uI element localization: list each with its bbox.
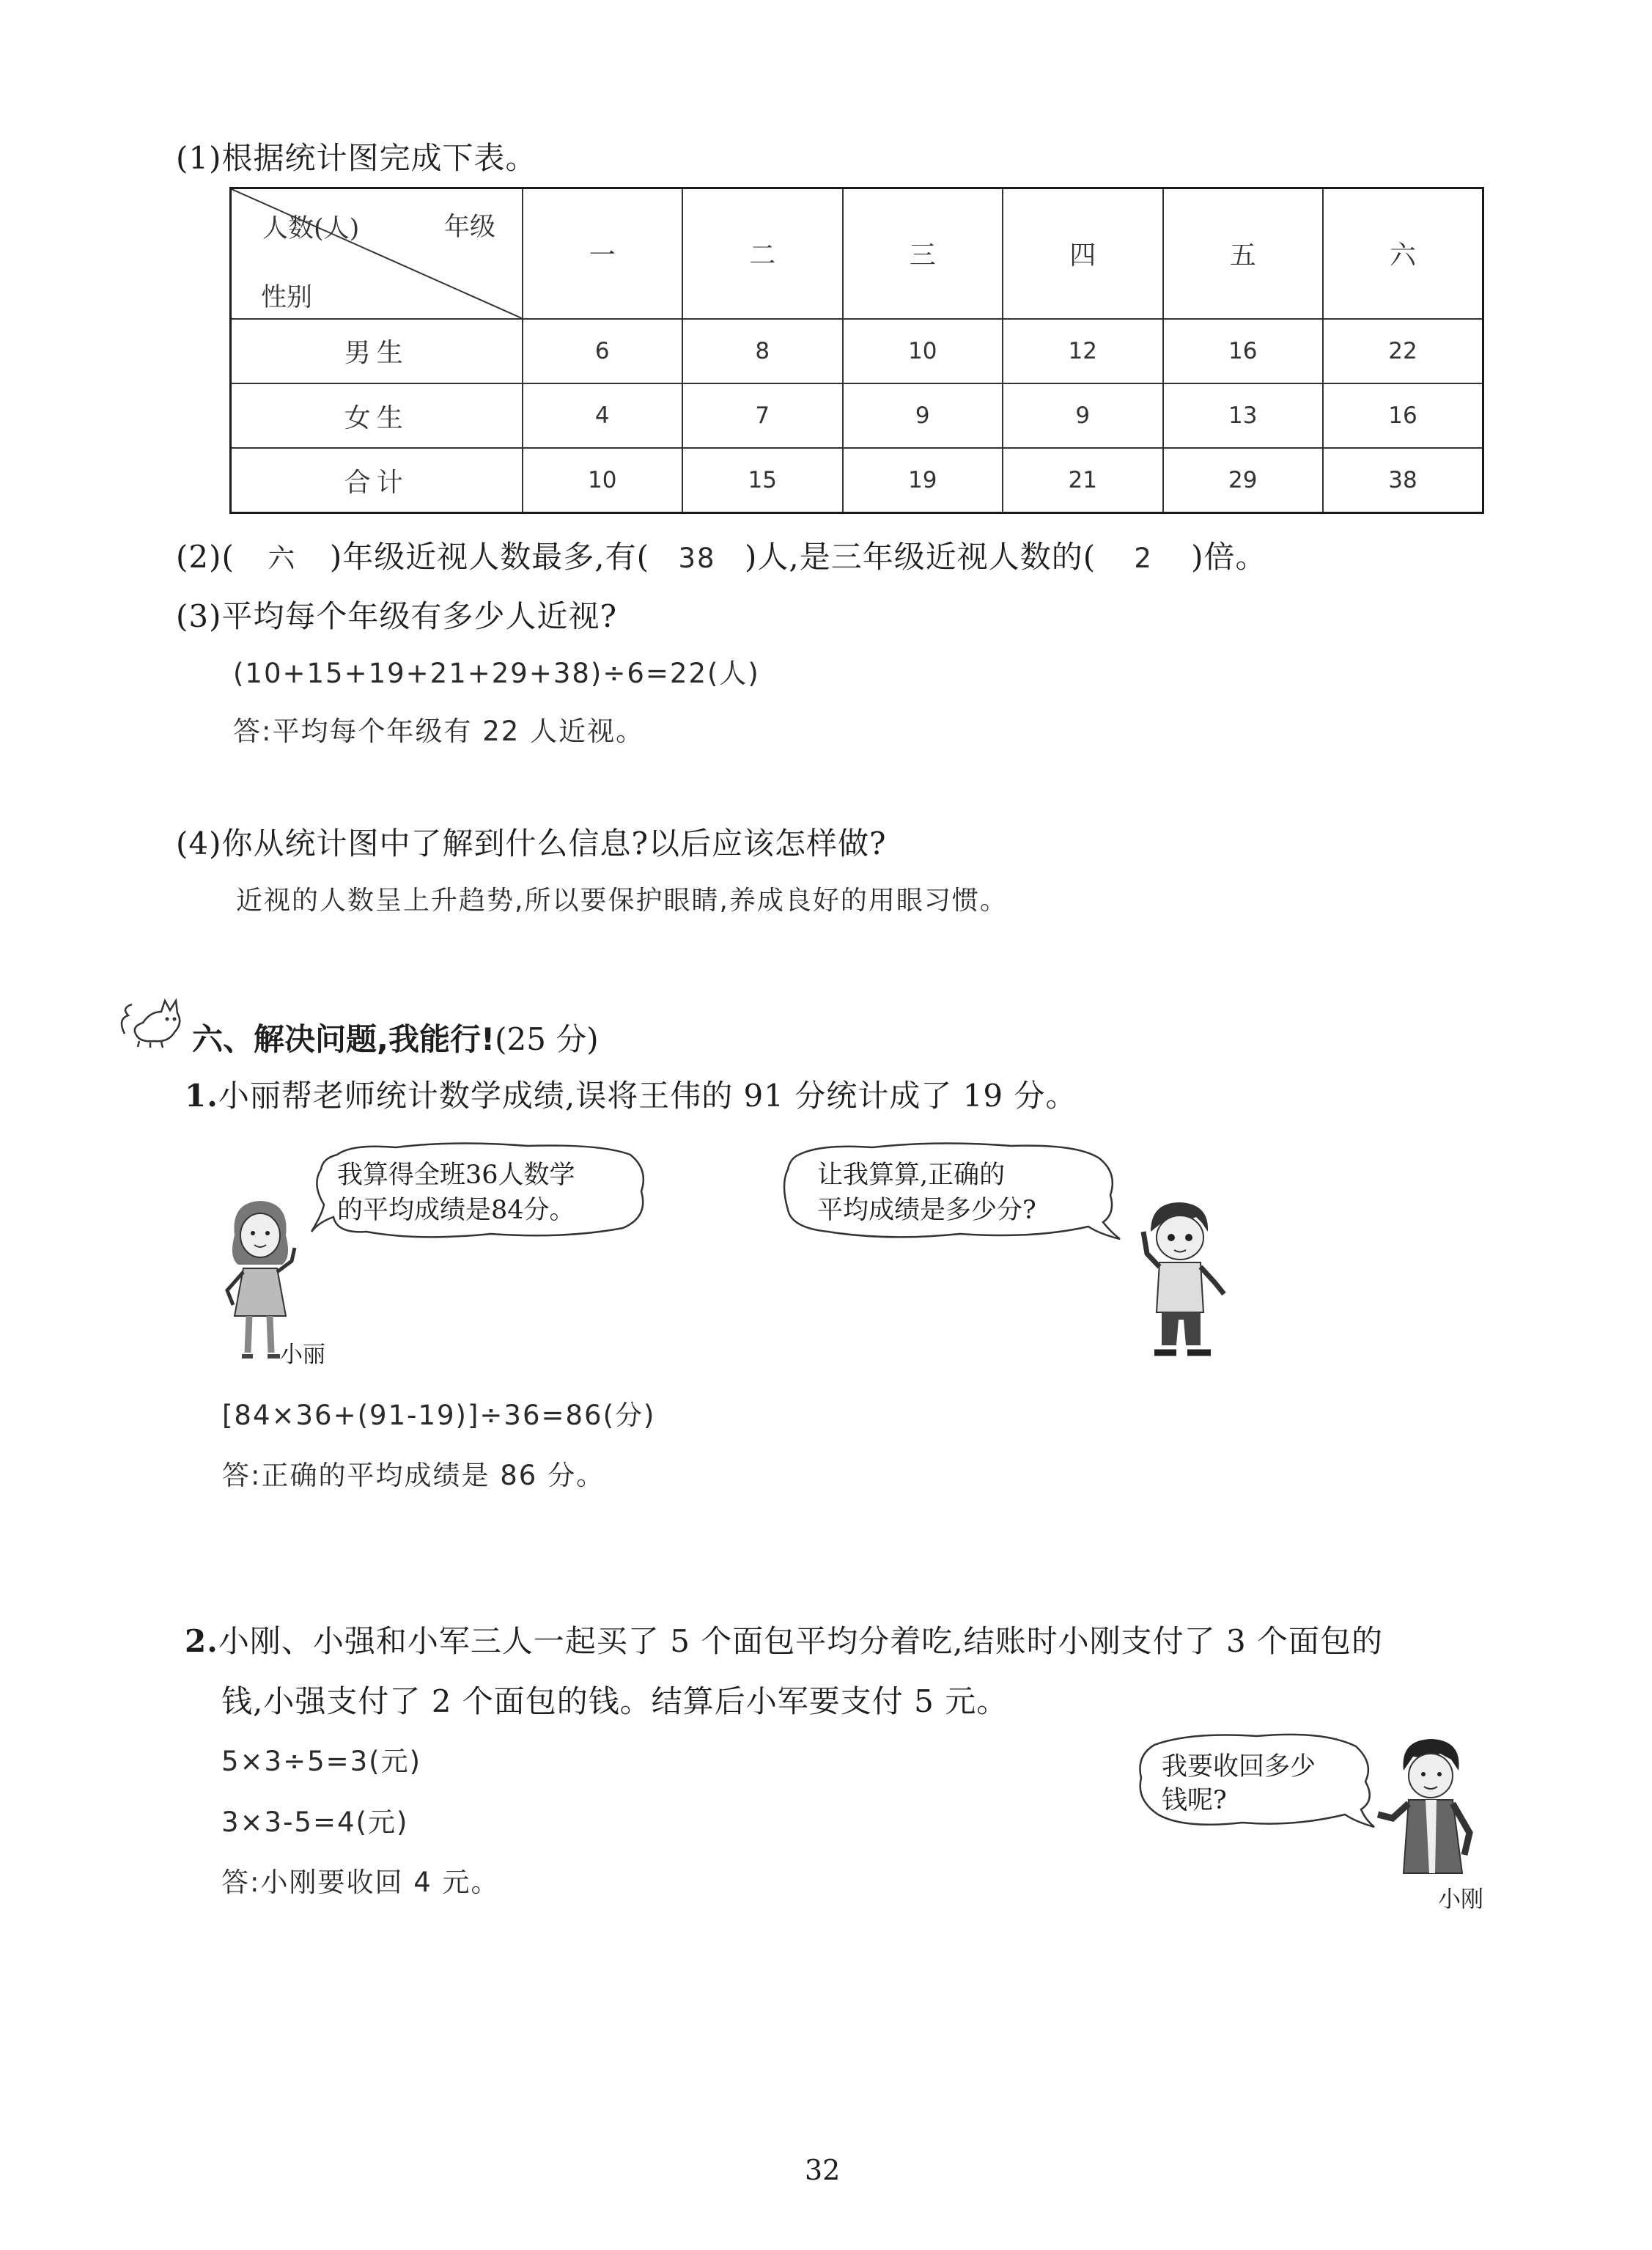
table-cell: 29: [1163, 448, 1324, 512]
problem2-statement-1: 小刚、小强和小军三人一起买了 5 个面包平均分着吃,结账时小刚支付了 3 个面包的: [218, 1623, 1384, 1659]
grade-2-header: 二: [682, 188, 843, 319]
part1-prompt: (1)根据统计图完成下表。: [176, 140, 537, 176]
boy-illustration: [1129, 1195, 1231, 1364]
problem1-number: 1.: [185, 1078, 218, 1114]
table-cell: 6: [523, 319, 683, 383]
bubble-boy-line2: 钱呢?: [1162, 1786, 1227, 1815]
problem2-number: 2.: [185, 1623, 218, 1659]
speech-bubble-right: [777, 1140, 1121, 1243]
table-cell: 9: [843, 383, 1003, 448]
part2-text: (2)(: [176, 539, 235, 575]
row-label: 男生: [231, 319, 523, 383]
table-cell: 7: [682, 383, 843, 448]
problem2-work1: 5×3÷5=3(元): [221, 1746, 422, 1777]
part4-prompt: (4)你从统计图中了解到什么信息?以后应该怎样做?: [176, 826, 887, 861]
part3-answer: 答:平均每个年级有 22 人近视。: [233, 716, 645, 747]
table-cell: 15: [682, 448, 843, 512]
problem2-line2: 钱,小强支付了 2 个面包的钱。结算后小军要支付 5 元。: [221, 1683, 1008, 1719]
problem2-work2: 3×3-5=4(元): [221, 1806, 409, 1838]
grade-3-header: 三: [843, 188, 1003, 319]
bubble-right-line2: 平均成绩是多少分?: [817, 1196, 1036, 1225]
part2-text: )倍。: [1191, 539, 1267, 575]
section6-heading: [192, 1015, 599, 1059]
table-row-total: [231, 448, 1483, 512]
row-label: 合计: [231, 448, 523, 512]
speech-bubble-left: [308, 1140, 652, 1243]
row-label: 女生: [231, 383, 523, 448]
bubble-right-line1: 让我算算,正确的: [817, 1161, 1006, 1190]
stats-table: [229, 187, 1484, 514]
part3-work: (10+15+19+21+29+38)÷6=22(人): [233, 658, 760, 689]
section6-title: 六、解决问题,我能行!: [192, 1021, 495, 1057]
part2-text: )人,是三年级近视人数的(: [745, 539, 1096, 575]
table-cell: 19: [843, 448, 1003, 512]
table-row-boys: [231, 319, 1483, 383]
table-cell: 10: [523, 448, 683, 512]
corner-gender-label: 性别: [261, 283, 313, 312]
grade-5-header: 五: [1163, 188, 1324, 319]
table-cell: 13: [1163, 383, 1324, 448]
answer-blank-grade: 六: [268, 543, 297, 574]
speech-bubble-boy: [1132, 1730, 1378, 1833]
corner-count-label: 人数(人): [262, 214, 360, 243]
table-cell: 12: [1003, 319, 1163, 383]
page-number: 32: [805, 2154, 841, 2186]
table-corner-cell: [231, 188, 523, 319]
grade-1-header: 一: [523, 188, 683, 319]
table-header-row: [231, 188, 1483, 319]
bubble-left-line2: 的平均成绩是84分。: [337, 1196, 575, 1225]
bubble-boy-line1: 我要收回多少: [1162, 1752, 1316, 1782]
part4-answer: 近视的人数呈上升趋势,所以要保护眼睛,养成良好的用眼习惯。: [236, 886, 1008, 916]
problem1-text: [185, 1072, 1077, 1116]
table-cell: 22: [1323, 319, 1483, 383]
answer-blank-count: 38: [678, 543, 716, 574]
table-row-girls: [231, 383, 1483, 448]
table-cell: 16: [1323, 383, 1483, 448]
part2-line: [176, 533, 1267, 577]
part2-text: )年级近视人数最多,有(: [329, 539, 650, 575]
girl-name: 小丽: [280, 1342, 325, 1368]
boy-name: 小刚: [1438, 1886, 1483, 1913]
problem1-statement: 小丽帮老师统计数学成绩,误将王伟的 91 分统计成了 19 分。: [218, 1078, 1077, 1114]
answer-blank-times: 2: [1134, 543, 1153, 574]
table-cell: 8: [682, 319, 843, 383]
part3-prompt: (3)平均每个年级有多少人近视?: [176, 598, 618, 634]
table-cell: 16: [1163, 319, 1324, 383]
problem2-line1: [185, 1617, 1383, 1661]
cat-icon: [110, 990, 191, 1048]
problem2-answer: 答:小刚要收回 4 元。: [221, 1867, 500, 1898]
problem1-answer: 答:正确的平均成绩是 86 分。: [222, 1460, 605, 1491]
section6-score: (25 分): [495, 1021, 599, 1057]
table-cell: 21: [1003, 448, 1163, 512]
bubble-left-line1: 我算得全班36人数学: [337, 1161, 575, 1190]
problem1-work: [84×36+(91-19)]÷36=86(分): [222, 1400, 656, 1431]
table-cell: 4: [523, 383, 683, 448]
table-cell: 38: [1323, 448, 1483, 512]
table-cell: 10: [843, 319, 1003, 383]
grade-6-header: 六: [1323, 188, 1483, 319]
table-cell: 9: [1003, 383, 1163, 448]
corner-grade-label: 年级: [444, 213, 496, 242]
grade-4-header: 四: [1003, 188, 1163, 319]
xiaogang-illustration: [1371, 1730, 1488, 1884]
